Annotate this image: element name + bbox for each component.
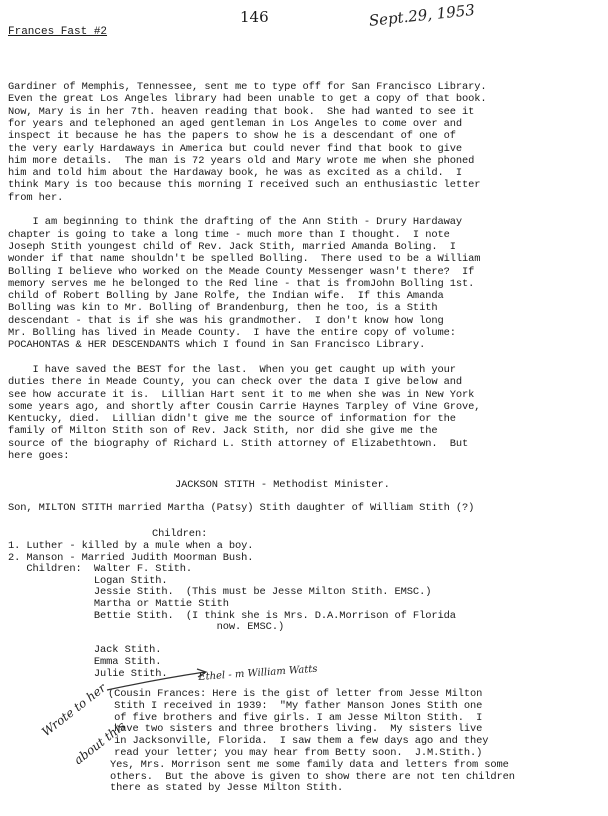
text-line: Now, Mary is in her 7th. heaven reading that book. She had wanted to see it xyxy=(8,105,475,118)
text-line: Children: Walter F. Stith. xyxy=(8,563,193,576)
text-line: source of the biography of Richard L. Stith attorney of Elizabethtown. But xyxy=(8,437,469,450)
text-line: (Cousin Frances: Here is the gist of letter from Jesse Milton xyxy=(108,688,483,700)
margin-note-line: Wrote to her xyxy=(39,680,109,740)
text-line: have two sisters and three brothers living. My sisters live xyxy=(108,723,483,736)
text-line: others. But the above is given to show there are not ten children xyxy=(110,770,515,783)
text-line: see how accurate it is. Lillian Hart sent it to me when she was in New York xyxy=(8,388,475,401)
text-line: Emma Stith. xyxy=(8,656,162,668)
text-line: wonder if that name shouldn't be spelled Bolling. There used to be a William xyxy=(8,253,481,266)
text-line: now. EMSC.) xyxy=(8,621,285,634)
handwritten-inline-note: Ethel - m William Watts xyxy=(198,663,318,683)
text-line: POCAHONTAS & HER DESCENDANTS which I found in San Francisco Library. xyxy=(8,339,426,352)
document-header: Frances Fast #2 xyxy=(8,26,108,38)
text-line: 1. Luther - killed by a mule when a boy. xyxy=(8,540,254,552)
text-line: family of Milton Stith son of Rev. Jack Stith, nor did she give me the xyxy=(8,425,438,438)
text-line: of five brothers and five girls. I am Jesse Milton Stith. I xyxy=(108,711,483,724)
text-line: think Mary is too because this morning I received such an enthusiastic letter xyxy=(8,179,481,192)
text-line: Jessie Stith. (This must be Jesse Milton Stith. EMSC.) xyxy=(8,586,432,599)
text-line: Kentucky, died. Lillian didn't give me the source of information for the xyxy=(8,413,456,426)
handwritten-date: Sept.29, 1953 xyxy=(368,0,476,30)
section-title: JACKSON STITH - Methodist Minister. xyxy=(175,479,390,491)
text-line: Stith I received in 1939: "My father Manson Jones Stith one xyxy=(108,699,483,712)
margin-note-line: about this xyxy=(71,718,129,768)
text-line: chapter is going to take a long time - much more than I thought. I note xyxy=(8,228,450,241)
text-line: from her. xyxy=(8,191,64,204)
page-number: 146 xyxy=(240,8,269,26)
text-line: Joseph Stith youngest child of Rev. Jack Stith, married Amanda Boling. I xyxy=(8,240,456,253)
text-line: Yes, Mrs. Morrison sent me some family data and letters from some xyxy=(110,758,509,771)
text-line: Bolling was kin to Mr. Bolling of Brandenburg, then he too, is a Stith xyxy=(8,302,438,315)
text-line: here goes: xyxy=(8,450,70,462)
text-line: Martha or Mattie Stith xyxy=(8,598,229,610)
text-line: child of Robert Bolling by Jane Rolfe, the Indian wife. If this Amanda xyxy=(8,290,444,303)
text-line: the very early Hardaways in America but could never find that book to give xyxy=(8,142,463,155)
text-line: Logan Stith. xyxy=(8,574,168,587)
text-line: in Jacksonville, Florida. I saw them a few days ago and they xyxy=(108,735,489,748)
text-line: some years ago, and shortly after Cousin Carrie Haynes Tarpley of Vine Grove, xyxy=(8,400,481,413)
text-line: 2. Manson - Married Judith Moorman Bush. xyxy=(8,551,254,564)
text-line: descendant - that is if she was his grandmother. I don't know how long xyxy=(8,314,444,327)
text-line: I have saved the BEST for the last. When you get caught up with your xyxy=(8,363,456,376)
text-line: there as stated by Jesse Milton Stith. xyxy=(110,782,344,795)
text-line: inspect it because he has the papers to show he is a descendant of one of xyxy=(8,130,456,143)
son-line: Son, MILTON STITH married Martha (Patsy) Stith daughter of William Stith (?) xyxy=(8,502,475,514)
text-line: read your letter; you may hear from Betty soon. J.M.Stith.) xyxy=(108,747,483,759)
text-line: him more details. The man is 72 years old and Mary wrote me when she phoned xyxy=(8,154,475,167)
text-line: I am beginning to think the drafting of the Ann Stith - Drury Hardaway xyxy=(8,216,463,229)
text-line: him and told him about the Hardaway book, he was as excited as a child. I xyxy=(8,167,463,180)
text-line: Gardiner of Memphis, Tennessee, sent me to type off for San Francisco Library. xyxy=(8,81,487,93)
text-line: Julie Stith. xyxy=(8,667,168,680)
text-line: Mr. Bolling has lived in Meade County. I have the entire copy of volume: xyxy=(8,327,456,339)
text-line: Bettie Stith. (I think she is Mrs. D.A.Morrison of Florida xyxy=(8,609,456,622)
children-heading: Children: xyxy=(152,528,208,540)
text-line: Even the great Los Angeles library had been unable to get a copy of that book. xyxy=(8,93,487,106)
text-line: memory serves me he belonged to the Red line - that is fromJohn Bolling 1st. xyxy=(8,277,475,290)
text-line: for years and telephoned an aged gentleman in Los Angeles to come over and xyxy=(8,117,463,130)
text-line: duties there in Meade County, you can check over the data I give below and xyxy=(8,376,463,389)
text-line: Bolling I believe who worked on the Meade County Messenger wasn't there? If xyxy=(8,265,475,278)
text-line: Jack Stith. xyxy=(8,644,162,657)
